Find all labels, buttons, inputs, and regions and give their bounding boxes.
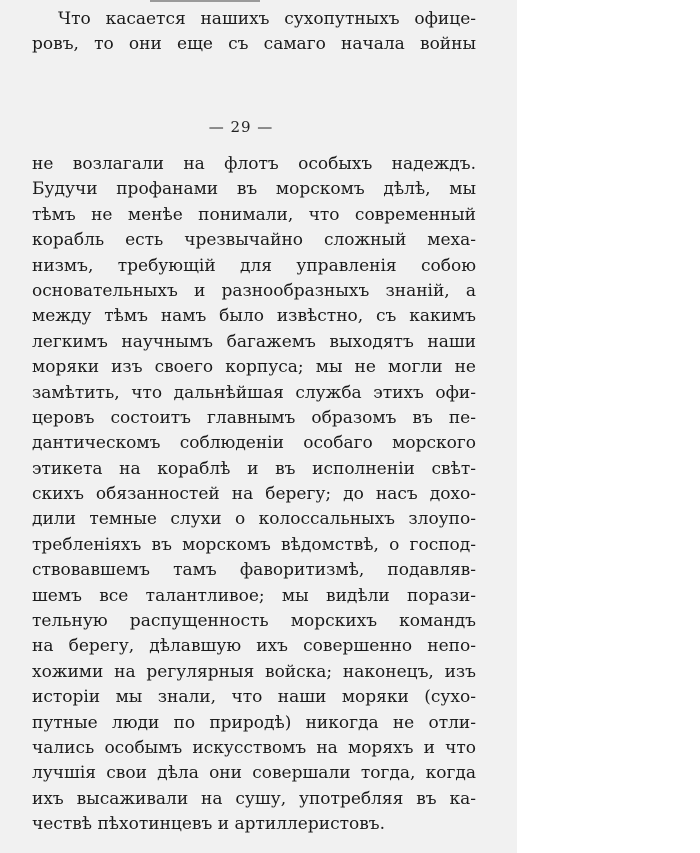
- text-line: дили темные слухи о колоссальныхъ злоупо-: [32, 509, 476, 530]
- text-line: скихъ обязанностей на берегу; до насъ дохо-: [32, 484, 476, 505]
- text-line: Будучи профанами въ морскомъ дѣлѣ, мы: [32, 179, 476, 200]
- text-line: не возлагали на флотъ особыхъ надеждъ.: [32, 154, 476, 174]
- text-line: тѣмъ не менѣе понимали, что современный: [32, 204, 476, 225]
- text-line: ровъ, то они еще съ самаго начала войны: [32, 34, 476, 55]
- text-line: легкимъ научнымъ багажемъ выходятъ наши: [32, 331, 476, 352]
- text-line: чествѣ пѣхотинцевъ и артиллеристовъ.: [32, 814, 386, 835]
- scan-edge: [150, 0, 260, 2]
- text-line: дантическомъ соблюденіи особаго морского: [32, 433, 476, 454]
- text-line: корабль есть чрезвычайно сложный меха-: [32, 230, 476, 251]
- text-line: ихъ высаживали на сушу, употребляя въ ка-: [32, 788, 476, 809]
- text-line: церовъ состоитъ главнымъ образомъ въ пе-: [32, 407, 476, 428]
- page-number: — 29 —: [208, 118, 274, 136]
- text-line: на берегу, дѣлавшую ихъ совершенно непо-: [32, 636, 476, 657]
- text-line: основательныхъ и разнообразныхъ знаній, а: [32, 280, 476, 301]
- text-line: тельную распущенность морскихъ командъ: [32, 611, 476, 632]
- text-line: Что касается нашихъ сухопутныхъ офице-: [58, 9, 476, 29]
- text-line: исторіи мы знали, что наши моряки (сухо-: [32, 687, 476, 708]
- text-line: между тѣмъ намъ было извѣстно, съ какимъ: [32, 306, 476, 327]
- text-line: хожими на регулярныя войска; наконецъ, изъ: [32, 661, 476, 682]
- text-line: низмъ, требующій для управленія собою: [32, 255, 476, 276]
- text-line: моряки изъ своего корпуса; мы не могли не: [32, 357, 476, 378]
- text-line: шемъ все талантливое; мы видѣли порази-: [32, 585, 476, 606]
- text-line: чались особымъ искусствомъ на моряхъ и что: [32, 737, 476, 758]
- body-text: [32, 152, 476, 838]
- text-line: путные люди по природѣ) никогда не отли-: [32, 712, 476, 733]
- text-line: этикета на кораблѣ и въ исполненіи свѣт-: [32, 458, 476, 479]
- text-line: лучшія свои дѣла они совершали тогда, когда: [32, 763, 476, 784]
- text-line: замѣтить, что дальнѣйшая служба этихъ офи-: [32, 382, 476, 403]
- text-line: ствовавшемъ тамъ фаворитизмѣ, подавляв-: [32, 560, 476, 581]
- text-line: требленіяхъ въ морскомъ вѣдомствѣ, о господ-: [32, 534, 476, 555]
- previous-page-fragment: [32, 7, 476, 58]
